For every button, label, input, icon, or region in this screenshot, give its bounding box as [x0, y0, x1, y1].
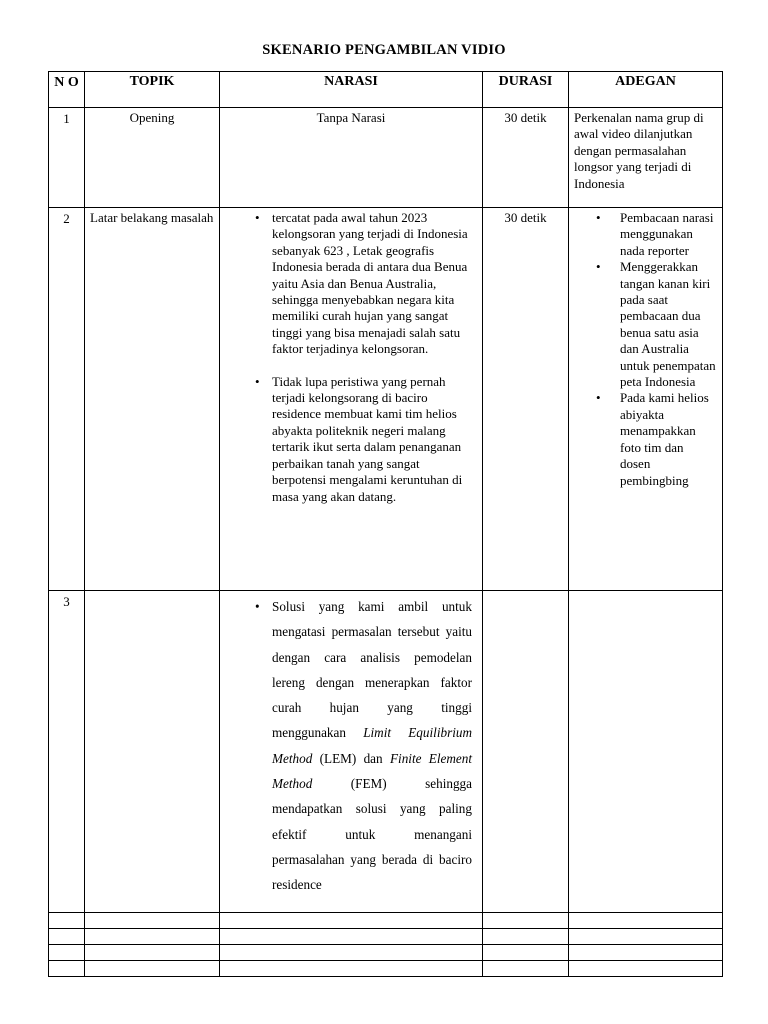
- row-topik: Opening: [85, 108, 220, 208]
- adegan-point: Menggerakkan tangan kanan kiri pada saat pembacaan dua benua satu asia dan Australia untuk penempatan peta Indonesia: [620, 259, 716, 390]
- adegan-point: Pembacaan narasi menggunakan nada reporter: [620, 210, 714, 258]
- empty-table-row: [49, 945, 723, 961]
- row-adegan: [569, 208, 723, 591]
- row-durasi: 30 detik: [483, 208, 569, 591]
- header-adegan: ADEGAN: [569, 72, 723, 108]
- list-item: [220, 594, 482, 898]
- list-spacer: [220, 358, 482, 374]
- row-number: 3: [49, 591, 85, 913]
- list-item: [220, 210, 482, 358]
- row-topik: Latar belakang masalah: [85, 208, 220, 591]
- row-number: 2: [49, 208, 85, 591]
- narasi-point: Tidak lupa peristiwa yang pernah terjadi kelongsorang di baciro residence membuat kami tim helios abyakta politeknik negeri malang tertarik ikut serta dalam penanganan perbaikan tanah yang sangat berpotensi mengalami keruntuhan di masa yang akan datang.: [272, 373, 463, 504]
- narasi-text-part: (FEM) sehingga mendapatkan solusi yang paling efektif untuk menangani permasalahan yang berada di baciro residence: [272, 776, 472, 893]
- header-no: N O: [49, 72, 85, 108]
- row-narasi: Tanpa Narasi: [220, 108, 483, 208]
- bullet-icon: •: [255, 210, 260, 225]
- table-row: [49, 108, 723, 208]
- header-durasi: DURASI: [483, 72, 569, 108]
- row-adegan: [569, 591, 723, 913]
- bullet-icon: •: [596, 390, 601, 406]
- row-number: 1: [49, 108, 85, 208]
- bullet-icon: •: [596, 210, 601, 225]
- document-title: SKENARIO PENGAMBILAN VIDIO: [262, 42, 506, 58]
- narasi-bullet-list: [220, 594, 482, 898]
- row-adegan: Perkenalan nama grup di awal video dilanjutkan dengan permasalahan longsor yang terjadi di Indonesia: [569, 108, 723, 208]
- adegan-point: Pada kami helios abiyakta menampakkan foto tim dan dosen pembingbing: [620, 390, 709, 488]
- empty-table-row: [49, 913, 723, 929]
- fem-term: Finite Element Method: [272, 750, 473, 792]
- empty-table-row: [49, 929, 723, 945]
- row-topik: [85, 591, 220, 913]
- scenario-table: [48, 71, 723, 977]
- table-header-row: [49, 72, 723, 108]
- table-row: [49, 208, 723, 591]
- adegan-bullet-list: [569, 210, 722, 489]
- lem-term: Limit Equilibrium Method: [272, 725, 472, 766]
- row-narasi: [220, 591, 483, 913]
- list-item: [220, 374, 482, 505]
- bullet-icon: •: [255, 599, 260, 614]
- header-topik: TOPIK: [85, 72, 220, 108]
- row-narasi: [220, 208, 483, 591]
- empty-table-row: [49, 961, 723, 977]
- bullet-icon: •: [596, 259, 601, 275]
- narasi-text-part: Solusi yang kami ambil untuk mengatasi permasalan tersebut yaitu dengan cara analisis pemodelan lereng dengan menerapkan faktor curah hujan yang tinggi menggunakan: [272, 599, 472, 741]
- narasi-text-part: (LEM) dan: [312, 750, 390, 766]
- header-narasi: NARASI: [220, 72, 483, 108]
- list-item: [569, 259, 722, 390]
- narasi-bullet-list: [220, 210, 482, 505]
- bullet-icon: •: [255, 373, 260, 389]
- list-item: [569, 210, 722, 259]
- row-durasi: 30 detik: [483, 108, 569, 208]
- row-durasi: [483, 591, 569, 913]
- list-item: [569, 390, 722, 488]
- narasi-point: tercatat pada awal tahun 2023 kelongsoran yang terjadi di Indonesia sebanyak 623 , Letak geografis Indonesia berada di antara dua Benua yaitu Asia dan Benua Australia, sehingga menyebabkan negara kita memiliki curah hujan yang sangat tinggi yang bisa menajadi salah satu faktor terjadinya kelongsoran.: [272, 210, 468, 357]
- table-row: [49, 591, 723, 913]
